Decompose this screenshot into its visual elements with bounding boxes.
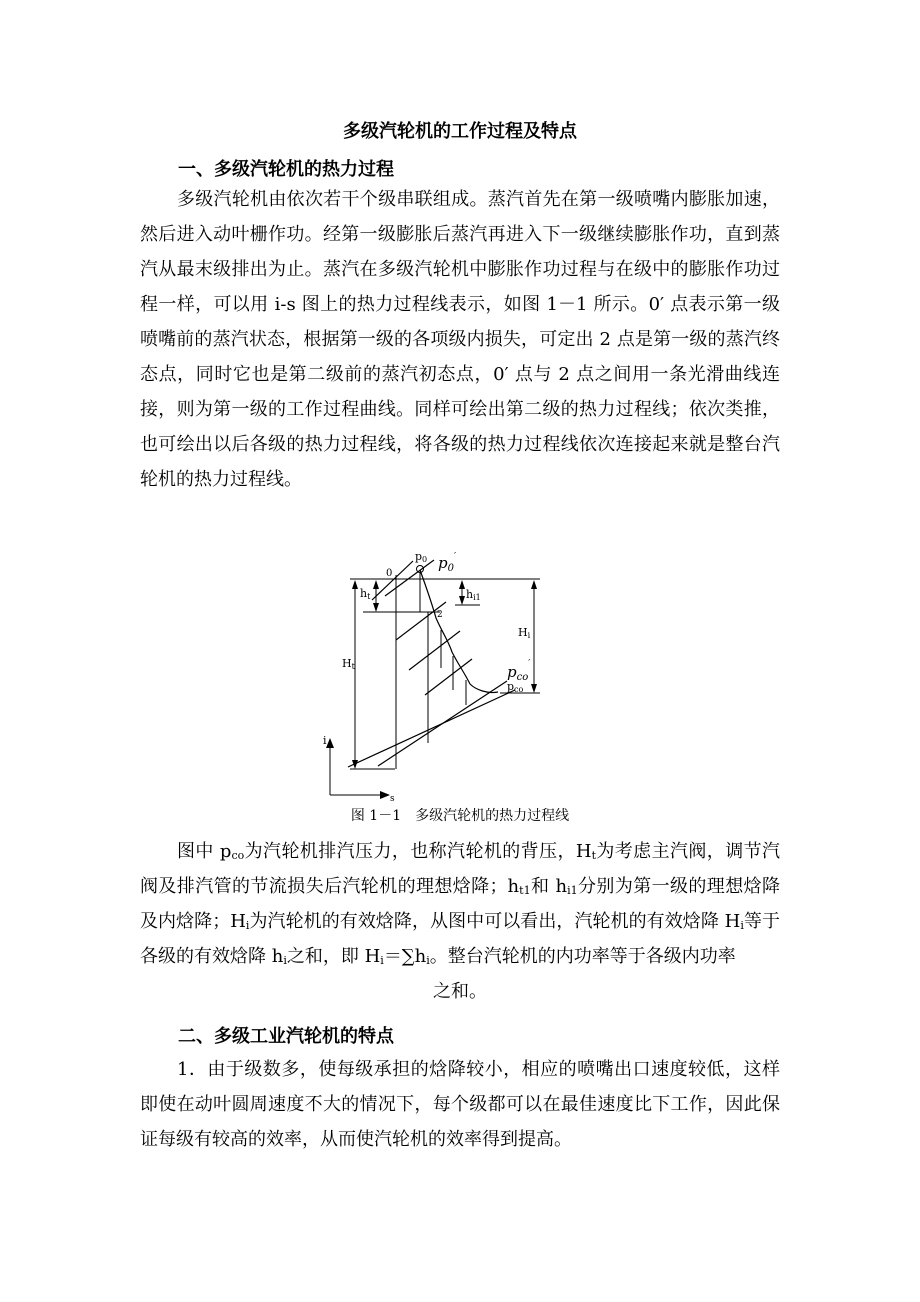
section-1-paragraph: 多级汽轮机由依次若干个级串联组成。蒸汽首先在第一级喷嘴内膨胀加速，然后进入动叶栅作功。经第一级膨胀后蒸汽再进入下一级继续膨胀作功，直到蒸汽从最末级排出为止。蒸汽在多级汽轮机中膨胀作功过程与在级中的膨胀作功过程一样，可以用 i-s 图上的热力过程线表示，如图 1－1 所示。0′ 点表示第一级喷嘴前的蒸汽状态，根据第一级的各项级内损失，可定出 2 点是第一级的蒸汽终态点，同时它也是第二级前的蒸汽初态点，0′ 点与 2 点之间用一条光滑曲线连接，则为第一级的工作过程曲线。同样可绘出第二级的热力过程线；依次类推，也可绘出以后各级的热力过程线，将各级的热力过程线依次连接起来就是整台汽轮机的热力过程线。: [140, 189, 780, 490]
section-2-paragraph: 1．由于级数多，使每级承担的焓降较小，相应的喷嘴出口速度较低，这样即使在动叶圆周速度不大的情况下，每个级都可以在最佳速度比下工作，因此保证每级有较高的效率，从而使汽轮机的效率得到提高。: [140, 1059, 780, 1150]
label-hi1: hi1: [466, 588, 481, 602]
paragraph-2-tail: 之和。: [433, 981, 487, 1002]
section-heading-1: 一、多级汽轮机的热力过程: [178, 159, 394, 180]
label-zero: 0: [386, 568, 393, 579]
label-Ht: Ht: [342, 657, 355, 671]
label-Hi: Hi: [518, 626, 531, 640]
page-title: 多级汽轮机的工作过程及特点: [343, 121, 577, 142]
figure-caption: 图 1－1 多级汽轮机的热力过程线: [350, 808, 570, 824]
label-p0-prime: $p_0'$: [438, 552, 457, 574]
section-heading-2: 二、多级工业汽轮机的特点: [178, 1026, 394, 1047]
isobar-stage-1: [396, 602, 446, 640]
label-point-2: 2: [437, 610, 443, 620]
label-pco-prime: $p_{co}'$: [507, 659, 531, 683]
label-ht: ht: [360, 587, 371, 601]
label-axis-i: i: [323, 734, 327, 747]
label-pco: pco: [507, 680, 524, 694]
isobar-stage-3: [425, 659, 472, 695]
label-p0: p0: [415, 550, 428, 564]
label-axis-s: s: [390, 794, 395, 804]
is-diagram: [320, 545, 560, 805]
isobar-stage-2: [409, 631, 460, 670]
axis-s-arrow: [380, 791, 390, 799]
isobar-pco: [348, 690, 515, 767]
axis-i-arrow: [326, 738, 334, 748]
paragraph-2: 图中 $p_{co}$为汽轮机排汽压力，也称汽轮机的背压，$H_t$为考虑主汽阀，调节汽阀及排汽管的节流损失后汽轮机的理想焓降；$h_{t1}$和 $h_{i1}$分别为第一级的理想焓降及内焓降；$H_i$为汽轮机的有效焓降，从图中可以看出，汽轮机的有效焓降 $H_i$等于各级的有效焓降 $h_i$之和，即 $H_i=\sum h_i$。整台汽轮机的内功率等于各级内功率: [140, 841, 781, 967]
